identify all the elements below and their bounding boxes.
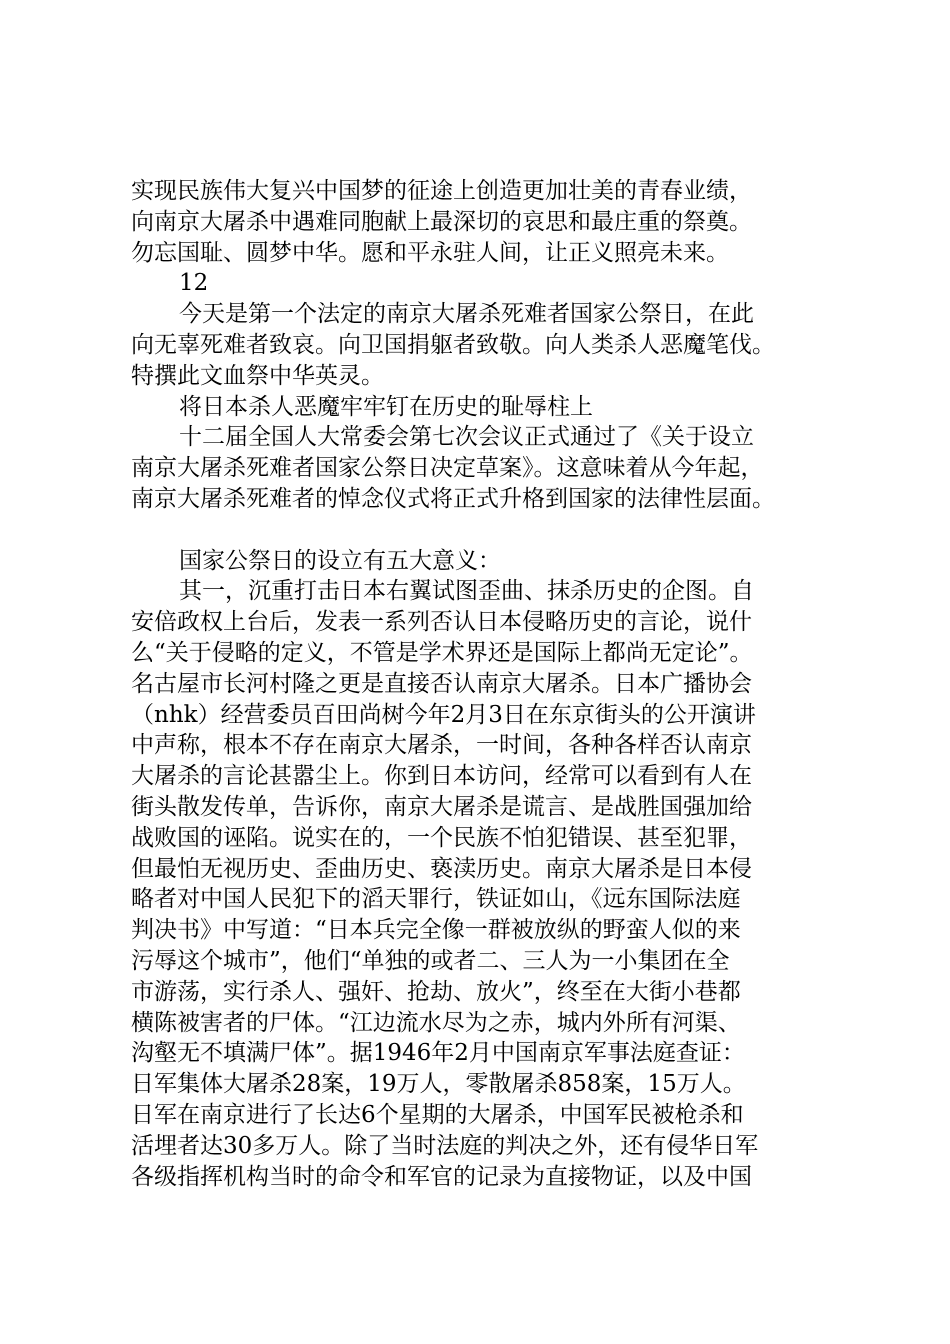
- text-line: 实现民族伟大复兴中国梦的征途上创造更加壮美的青春业绩，: [131, 178, 752, 204]
- text-line: 但最怕无视历史、歪曲历史、亵渎历史。南京大屠杀是日本侵: [131, 855, 752, 882]
- text-line: 么“关于侵略的定义，不管是学术界还是国际上都尚无定论”。: [131, 639, 753, 666]
- text-line: 判决书》中写道：“日本兵完全像一群被放纵的野蛮人似的来: [131, 917, 741, 944]
- text-line: 市游荡，实行杀人、强奸、抢劫、放火”，终至在大街小巷都: [131, 978, 741, 1005]
- text-line: 国家公祭日的设立有五大意义：: [179, 547, 501, 574]
- text-line: 中声称，根本不存在南京大屠杀，一时间，各种各样否认南京: [131, 732, 752, 759]
- text-line: 勿忘国耻、圆梦中华。愿和平永驻人间，让正义照亮未来。: [131, 239, 729, 266]
- text-line: 横陈被害者的尸体。“江边流水尽为之赤，城内外所有河渠、: [131, 1009, 741, 1036]
- text-line: 安倍政权上台后，发表一系列否认日本侵略历史的言论，说什: [131, 609, 752, 636]
- text-line: 名古屋市长河村隆之更是直接否认南京大屠杀。日本广播协会: [131, 670, 752, 697]
- document-body: [131, 176, 841, 1192]
- text-line: 沟壑无不填满尸体”。据1946年2月中国南京军事法庭查证：: [131, 1040, 745, 1067]
- text-line: 向南京大屠杀中遇难同胞献上最深切的哀思和最庄重的祭奠。: [131, 208, 752, 235]
- text-line: 将日本杀人恶魔牢牢钉在历史的耻辱柱上: [179, 393, 593, 420]
- text-line: 12: [179, 270, 209, 297]
- text-line: 其一，沉重打击日本右翼试图歪曲、抹杀历史的企图。自: [179, 578, 754, 605]
- text-line: （nhk）经营委员百田尚树今年2月3日在东京街头的公开演讲: [131, 701, 756, 728]
- text-line: 今天是第一个法定的南京大屠杀死难者国家公祭日，在此: [179, 301, 754, 328]
- text-line: 南京大屠杀死难者的悼念仪式将正式升格到国家的法律性层面。: [131, 485, 775, 512]
- text-line: 日军集体大屠杀28案，19万人，零散屠杀858案，15万人。: [131, 1071, 746, 1098]
- text-line: 略者对中国人民犯下的滔天罪行，铁证如山，《远东国际法庭: [131, 886, 741, 913]
- text-line: 特撰此文血祭中华英灵。: [131, 362, 384, 389]
- blank-line: [131, 515, 841, 546]
- text-line: 向无辜死难者致哀。向卫国捐躯者致敬。向人类杀人恶魔笔伐。: [131, 331, 775, 358]
- text-line: 日军在南京进行了长达6个星期的大屠杀，中国军民被枪杀和: [131, 1101, 744, 1128]
- text-line: 南京大屠杀死难者国家公祭日决定草案》。这意味着从今年起，: [131, 455, 764, 482]
- text-line: 战败国的诬陷。说实在的，一个民族不怕犯错误、甚至犯罪，: [131, 824, 752, 851]
- text-line: 大屠杀的言论甚嚣尘上。你到日本访问，经常可以看到有人在: [131, 763, 752, 790]
- text-line: 各级指挥机构当时的命令和军官的记录为直接物证，以及中国: [131, 1163, 752, 1190]
- text-line: 十二届全国人大常委会第七次会议正式通过了《关于设立: [179, 424, 754, 451]
- text-line: 街头散发传单，告诉你，南京大屠杀是谎言、是战胜国强加给: [131, 793, 752, 820]
- text-line: 活埋者达30多万人。除了当时法庭的判决之外，还有侵华日军: [131, 1132, 759, 1159]
- text-line: 污辱这个城市”，他们“单独的或者二、三人为一小集团在全: [131, 947, 730, 974]
